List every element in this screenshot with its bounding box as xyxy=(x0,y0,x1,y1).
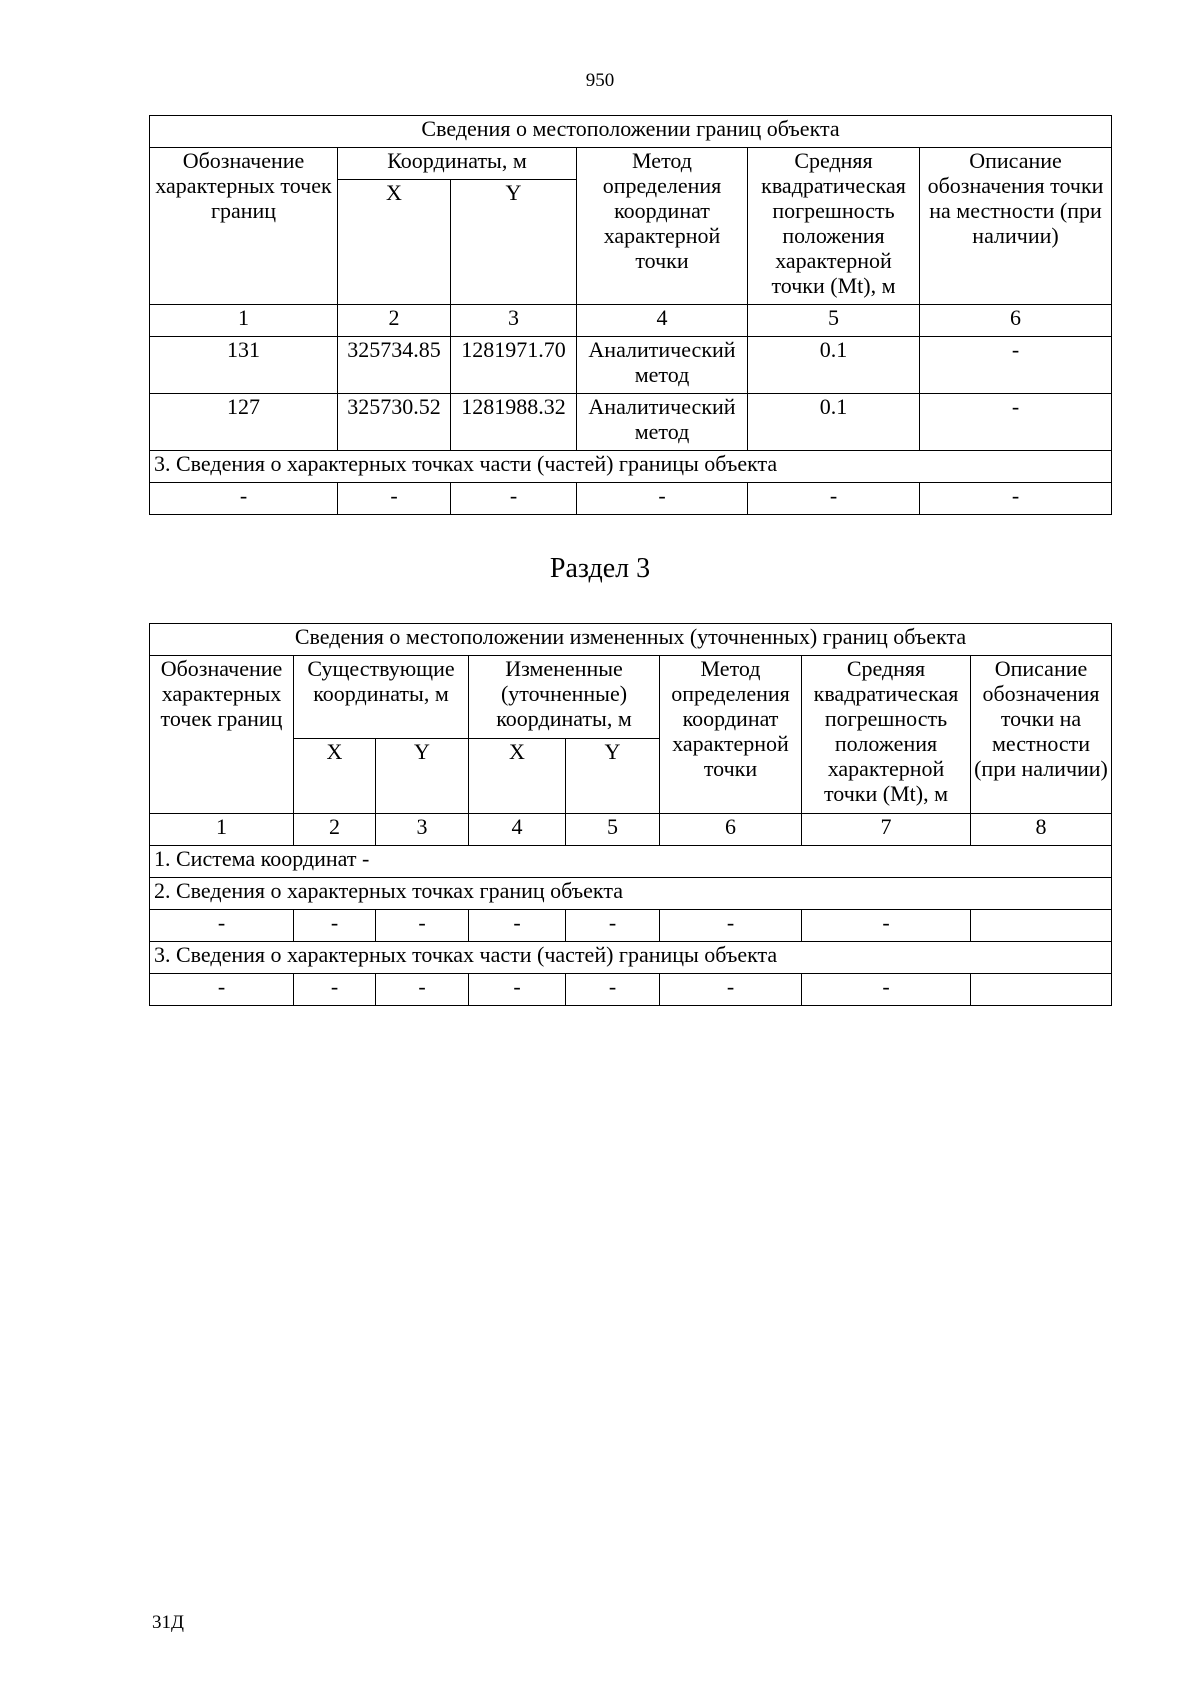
coordinate-x: 325730.52 xyxy=(338,394,451,451)
header-y: Y xyxy=(451,180,577,305)
empty-cell: - xyxy=(920,483,1112,515)
coordinate-y: 1281971.70 xyxy=(451,337,577,394)
method: Аналитический метод xyxy=(577,394,748,451)
header-x: X xyxy=(469,739,566,814)
empty-cell: - xyxy=(338,483,451,515)
column-number: 6 xyxy=(920,305,1112,337)
header-coordinates: Координаты, м xyxy=(338,148,577,180)
column-number: 2 xyxy=(294,814,376,846)
subsection-heading: 3. Сведения о характерных точках части (частей) границы объекта xyxy=(150,942,1112,974)
empty-cell: - xyxy=(150,974,294,1006)
column-number: 1 xyxy=(150,305,338,337)
table-row xyxy=(150,337,1112,394)
subsection-row xyxy=(150,942,1112,974)
header-description: Описание обозначения точки на местности (при наличии) xyxy=(971,656,1112,814)
header-row xyxy=(150,656,1112,739)
table-row xyxy=(150,394,1112,451)
table-title-row xyxy=(150,116,1112,148)
column-number-row xyxy=(150,814,1112,846)
table-row xyxy=(150,910,1112,942)
header-method: Метод определения координат характерной точки xyxy=(660,656,802,814)
point-designation: 131 xyxy=(150,337,338,394)
header-method: Метод определения координат характерной точки xyxy=(577,148,748,305)
header-x: X xyxy=(294,739,376,814)
subsection-heading: 1. Система координат - xyxy=(150,846,1112,878)
table-title-row xyxy=(150,624,1112,656)
changed-boundary-table xyxy=(149,623,1112,1006)
subsection-heading: 2. Сведения о характерных точках границ объекта xyxy=(150,878,1112,910)
header-changed-coordinates: Измененные (уточненные) координаты, м xyxy=(469,656,660,739)
column-number: 5 xyxy=(748,305,920,337)
coordinate-x: 325734.85 xyxy=(338,337,451,394)
table-title: Сведения о местоположении измененных (уточненных) границ объекта xyxy=(150,624,1112,656)
column-number: 3 xyxy=(451,305,577,337)
subsection-heading: 3. Сведения о характерных точках части (частей) границы объекта xyxy=(150,451,1112,483)
column-number: 6 xyxy=(660,814,802,846)
subsection-row xyxy=(150,878,1112,910)
header-y: Y xyxy=(566,739,660,814)
mean-error: 0.1 xyxy=(748,394,920,451)
description: - xyxy=(920,394,1112,451)
column-number: 4 xyxy=(469,814,566,846)
header-designation: Обозначение характерных точек границ xyxy=(150,148,338,305)
footer-code: 31Д xyxy=(152,1612,184,1633)
empty-cell xyxy=(971,910,1112,942)
subsection-row xyxy=(150,451,1112,483)
header-y: Y xyxy=(376,739,469,814)
empty-cell: - xyxy=(150,910,294,942)
header-error: Средняя квадратическая погрешность положения характерной точки (Mt), м xyxy=(802,656,971,814)
subsection-row xyxy=(150,846,1112,878)
table-row xyxy=(150,974,1112,1006)
empty-cell: - xyxy=(451,483,577,515)
empty-cell: - xyxy=(150,483,338,515)
table-title: Сведения о местоположении границ объекта xyxy=(150,116,1112,148)
column-number-row xyxy=(150,305,1112,337)
empty-cell xyxy=(971,974,1112,1006)
empty-cell: - xyxy=(469,974,566,1006)
boundary-location-table xyxy=(149,115,1112,515)
header-designation: Обозначение характерных точек границ xyxy=(150,656,294,814)
header-error: Средняя квадратическая погрешность положения характерной точки (Mt), м xyxy=(748,148,920,305)
empty-cell: - xyxy=(748,483,920,515)
header-x: X xyxy=(338,180,451,305)
empty-cell: - xyxy=(469,910,566,942)
column-number: 2 xyxy=(338,305,451,337)
section-title: Раздел 3 xyxy=(549,553,651,584)
empty-cell: - xyxy=(376,910,469,942)
column-number: 1 xyxy=(150,814,294,846)
column-number: 5 xyxy=(566,814,660,846)
point-designation: 127 xyxy=(150,394,338,451)
page-number: 950 xyxy=(585,70,615,91)
empty-cell: - xyxy=(376,974,469,1006)
empty-cell: - xyxy=(660,910,802,942)
table-row xyxy=(150,483,1112,515)
header-row xyxy=(150,148,1112,180)
header-description: Описание обозначения точки на местности (при наличии) xyxy=(920,148,1112,305)
mean-error: 0.1 xyxy=(748,337,920,394)
coordinate-y: 1281988.32 xyxy=(451,394,577,451)
empty-cell: - xyxy=(802,974,971,1006)
column-number: 7 xyxy=(802,814,971,846)
empty-cell: - xyxy=(802,910,971,942)
header-existing-coordinates: Существующие координаты, м xyxy=(294,656,469,739)
empty-cell: - xyxy=(566,910,660,942)
empty-cell: - xyxy=(660,974,802,1006)
description: - xyxy=(920,337,1112,394)
empty-cell: - xyxy=(294,974,376,1006)
empty-cell: - xyxy=(566,974,660,1006)
column-number: 8 xyxy=(971,814,1112,846)
method: Аналитический метод xyxy=(577,337,748,394)
empty-cell: - xyxy=(294,910,376,942)
column-number: 4 xyxy=(577,305,748,337)
empty-cell: - xyxy=(577,483,748,515)
column-number: 3 xyxy=(376,814,469,846)
